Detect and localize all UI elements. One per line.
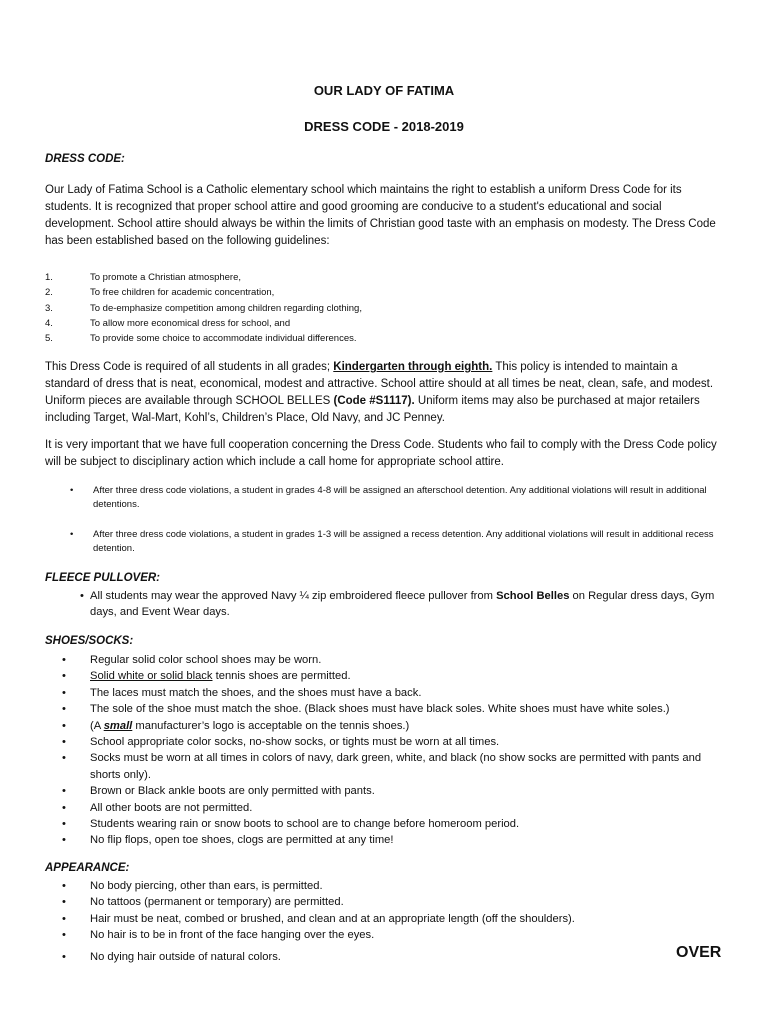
dress-code-heading: DRESS CODE:	[45, 153, 125, 165]
fleece-text-1: All students may wear the approved Navy ¼ zip embroidered fleece pullover from	[90, 590, 497, 602]
shoes-item-text: tennis shoes are permitted.	[212, 670, 351, 683]
bullet-icon: •	[80, 590, 84, 602]
guideline-number: 4.	[45, 317, 53, 329]
list-item	[62, 911, 722, 927]
bullet-icon: •	[62, 912, 66, 925]
bullet-icon: •	[62, 752, 66, 765]
school-name: OUR LADY OF FATIMA	[313, 83, 455, 98]
shoes-heading: SHOES/SOCKS:	[45, 635, 134, 647]
appearance-item-text: No hair is to be in front of the face hanging over the eyes.	[90, 929, 375, 942]
shoes-item-text: All other boots are not permitted.	[90, 801, 253, 814]
bullet-icon: •	[62, 703, 66, 716]
list-item	[62, 894, 722, 910]
bullet-icon: •	[62, 880, 66, 892]
shoes-item-text: The sole of the shoe must match the shoe. (Black shoes must have black soles. White shoes must have white soles.)	[90, 703, 670, 716]
guidelines-list	[45, 270, 362, 346]
fleece-item	[80, 588, 720, 621]
list-item	[62, 701, 722, 717]
shoes-item-text: (A	[90, 719, 104, 732]
shoes-item-text: Brown or Black ankle boots are only permitted with pants.	[90, 785, 375, 798]
appearance-list	[62, 878, 722, 965]
list-item	[62, 750, 722, 783]
list-item	[62, 685, 722, 701]
shoes-item-text: No flip flops, open toe shoes, clogs are permitted at any time!	[90, 834, 394, 847]
guideline-text: To provide some choice to accommodate individual differences.	[90, 333, 357, 345]
list-item	[62, 652, 722, 668]
bullet-icon: •	[70, 529, 74, 540]
shoes-list	[62, 652, 722, 849]
violation-text: After three dress code violations, a student in grades 1-3 will be assigned a recess detention. Any additional violations will result in additional recess detention.	[93, 529, 714, 554]
policy-text-3: Uniform items may also be purchased at major retailers including Target, Wal-Mart, Kohl’s, Children’s Place, Old Navy, and JC Penney.	[45, 395, 700, 424]
intro-paragraph: Our Lady of Fatima School is a Catholic elementary school which maintains the right to establish a uniform Dress Code for its students. It is recognized that proper school attire and good grooming are conducive to a student's educational and social development. School attire should always be within the limits of Christian good taste with an emphasis on modesty. The Dress Code has been established based on the following guidelines:	[45, 184, 716, 247]
guideline-text: To promote a Christian atmosphere,	[90, 272, 242, 283]
guideline-text: To de-emphasize competition among children regarding clothing,	[90, 302, 362, 314]
violation-item-2	[70, 528, 720, 556]
bullet-icon: •	[62, 929, 66, 942]
guideline-number: 5.	[45, 333, 53, 345]
cooperation-paragraph: It is very important that we have full cooperation concerning the Dress Code. Students who fail to comply with the Dress Code policy will be subject to disciplinary action which include a call home for appropriate school attire.	[45, 439, 717, 468]
policy-code: (Code #S1117).	[333, 395, 415, 407]
violation-text: After three dress code violations, a student in grades 4-8 will be assigned an afterschool detention. Any additional violations will result in additional detentions.	[93, 485, 707, 510]
fleece-brand: School Belles	[496, 590, 570, 602]
bullet-icon: •	[62, 896, 66, 909]
shoes-item-text: School appropriate color socks, no-show socks, or tights must be worn at all times.	[90, 736, 500, 749]
guideline-item	[45, 270, 362, 285]
bullet-icon: •	[62, 736, 66, 749]
fleece-heading: FLEECE PULLOVER:	[45, 572, 161, 584]
list-item	[62, 816, 722, 832]
shoes-item-text: The laces must match the shoes, and the shoes must have a back.	[90, 686, 422, 699]
appearance-item-text: No tattoos (permanent or temporary) are permitted.	[90, 896, 344, 909]
violation-item-1	[70, 484, 720, 512]
policy-text-2: This policy is intended to maintain a standard of dress that is neat, economical, modest and attractive. School attire should at all times be neat, clean, safe, and modest. Uniform pieces are available through SCHOOL BELLES	[45, 361, 714, 407]
guideline-text: To allow more economical dress for school, and	[90, 317, 291, 329]
over-label: OVER	[676, 944, 722, 961]
bullet-icon: •	[62, 950, 66, 963]
list-item	[62, 734, 722, 750]
policy-paragraph	[45, 359, 725, 427]
shoes-item-text: Regular solid color school shoes may be worn.	[90, 654, 322, 666]
guideline-number: 3.	[45, 302, 53, 314]
fleece-text-2: on Regular dress days, Gym days, and Event Wear days.	[90, 590, 715, 619]
bullet-icon: •	[62, 801, 66, 814]
list-item	[62, 783, 722, 799]
policy-text-1: This Dress Code is required of all students in all grades;	[45, 361, 334, 373]
bullet-icon: •	[62, 654, 66, 666]
list-item	[62, 832, 722, 848]
list-item	[62, 718, 722, 734]
appearance-item-text: No dying hair outside of natural colors.	[90, 950, 281, 963]
guideline-item	[45, 316, 362, 331]
bullet-icon: •	[62, 785, 66, 798]
list-item	[62, 800, 722, 816]
guideline-item	[45, 331, 362, 346]
bullet-icon: •	[62, 670, 66, 683]
guideline-number: 2.	[45, 287, 53, 299]
bullet-icon: •	[62, 719, 66, 732]
guideline-item	[45, 301, 362, 316]
guideline-text: To free children for academic concentration,	[90, 287, 275, 299]
appearance-item-text: No body piercing, other than ears, is permitted.	[90, 880, 323, 892]
appearance-item-text: Hair must be neat, combed or brushed, and clean and at an appropriate length (off the shoulders).	[90, 912, 575, 925]
policy-grades: Kindergarten through eighth.	[333, 361, 493, 373]
bullet-icon: •	[70, 485, 74, 496]
guideline-number: 1.	[45, 272, 53, 283]
bullet-icon: •	[62, 834, 66, 847]
list-item	[62, 668, 722, 684]
guideline-item	[45, 285, 362, 300]
bullet-icon: •	[62, 818, 66, 831]
list-item	[62, 927, 722, 943]
list-item	[62, 878, 722, 894]
document-title: DRESS CODE - 2018-2019	[304, 119, 464, 134]
shoes-small-emphasis: small	[103, 719, 133, 732]
shoes-item-text: Students wearing rain or snow boots to school are to change before homeroom period.	[90, 818, 520, 831]
shoes-item-text: Socks must be worn at all times in colors of navy, dark green, white, and black (no show socks are permitted with pants and shorts only).	[90, 752, 702, 781]
shoes-item-text: manufacturer’s logo is acceptable on the tennis shoes.)	[132, 719, 410, 732]
bullet-icon: •	[62, 686, 66, 699]
appearance-heading: APPEARANCE:	[45, 862, 130, 874]
shoes-colors-underlined: Solid white or solid black	[90, 670, 213, 683]
list-item	[62, 949, 722, 965]
